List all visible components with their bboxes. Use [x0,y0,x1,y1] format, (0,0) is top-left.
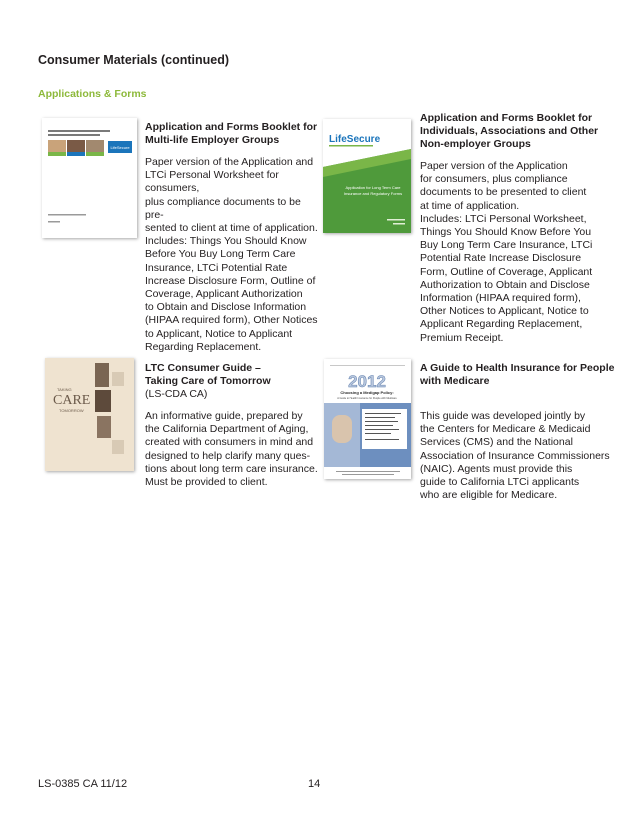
desc-line: Buy Long Term Care Insurance, LTCi [420,239,593,252]
desc-line: sented to client at time of application. [145,222,318,235]
desc-line: plus compliance documents to be pre- [145,195,301,221]
desc-line: Paper version of the Application and [145,156,314,168]
desc-line: (NAIC). Agents must provide this [420,462,573,475]
item-medicare-guide [420,362,615,502]
item-multilife-booklet [145,121,320,354]
desc-line: An informative guide, prepared by [145,410,303,422]
item-description [145,410,320,489]
desc-line: Authorization to Obtain and Disclose [420,278,590,291]
booklet-individuals-cover [323,119,411,233]
item-title [420,362,615,388]
desc-line: LTCi Personal Worksheet for consumers, [145,169,279,195]
page-number: 14 [308,778,321,790]
subsection-title: Applications & Forms [38,88,147,100]
item-description [420,410,615,502]
booklet2-title-1: Application for Long Term Care [345,185,401,190]
desc-line: at time of application. [420,199,520,212]
desc-line: Includes: LTCi Personal Worksheet, [420,212,587,225]
desc-line: guide to California LTCi applicants [420,476,580,489]
desc-line: to Applicant, Notice to Applicant [145,327,293,340]
care-word: CARE [53,393,91,408]
medigap-year: 2012 [348,372,386,391]
desc-line: Paper version of the Application [420,160,568,172]
desc-line: Information (HIPAA required form), [420,292,581,305]
desc-line: Before You Buy Long Term Care [145,248,296,261]
medigap-title: Choosing a Medigap Policy: [340,390,394,395]
desc-line: Increase Disclosure Form, Outline of [145,274,316,287]
medigap-subtitle: A Guide to Health Insurance for People with Medicare [337,397,397,400]
item-title-line: Application and Forms Booklet for [420,112,593,124]
desc-line: Form, Outline of Coverage, Applicant [420,265,593,278]
desc-line: Applicant Regarding Replacement, [420,318,583,331]
footer-form-code: LS-0385 CA 11/12 [38,778,128,790]
care-small-1: TAKING [57,387,72,392]
desc-line: the California Department of Aging, [145,423,309,436]
desc-line: tions about long term care insurance. [145,462,318,475]
lifesecure-logo-1: LifeSecure [110,145,130,150]
item-description [145,156,320,354]
item-care-guide [145,362,320,489]
desc-line: Services (CMS) and the National [420,436,573,449]
item-title-line: Multi-life Employer Groups [145,134,280,146]
item-description [420,160,610,345]
item-title-line: with Medicare [420,375,490,387]
desc-line: created with consumers in mind and [145,436,314,449]
lifesecure-logo-2: LifeSecure [329,134,381,145]
item-individuals-booklet [420,112,610,345]
item-title-line: Individuals, Associations and Other [420,125,599,137]
item-code: (LS-CDA CA) [145,388,208,400]
care-small-2: TOMORROW [59,408,84,413]
desc-line: Association of Insurance Commissioners [420,449,610,462]
item-title-line: Application and Forms Booklet for [145,121,318,133]
item-title-line: A Guide to Health Insurance for People [420,362,615,374]
desc-line: the Centers for Medicare & Medicaid [420,423,591,436]
desc-line: (HIPAA required form), Other Notices [145,314,318,327]
desc-line: to Obtain and Disclose Information [145,301,307,314]
desc-line: Other Notices to Applicant, Notice to [420,305,589,318]
desc-line: Must be provided to client. [145,476,268,489]
item-title [145,121,320,147]
desc-line: documents to be presented to client [420,186,587,199]
item-title-line: LTC Consumer Guide – [145,362,261,374]
item-title-line: Taking Care of Tomorrow [145,375,271,387]
item-title [420,112,610,151]
section-title: Consumer Materials (continued) [38,53,229,67]
desc-line: This guide was developed jointly by [420,410,586,422]
desc-line: Potential Rate Increase Disclosure [420,252,582,265]
care-guide-cover [45,358,134,471]
booklet2-title-2: Insurance and Regulatory Forms [343,191,403,196]
desc-line: Coverage, Applicant Authorization [145,288,303,301]
desc-line: who are eligible for Medicare. [420,489,558,502]
desc-line: Includes: Things You Should Know [145,235,307,248]
desc-line: Things You Should Know Before You [420,226,592,239]
booklet-multilife-cover [42,118,137,238]
desc-line: Premium Receipt. [420,331,504,344]
desc-line: Regarding Replacement. [145,340,262,353]
desc-line: for consumers, plus compliance [420,173,568,186]
medigap-guide-cover [324,359,411,479]
desc-line: designed to help clarify many ques- [145,449,311,462]
desc-line: Insurance, LTCi Potential Rate [145,261,288,274]
item-title-line: Non-employer Groups [420,138,531,150]
item-title [145,362,320,388]
